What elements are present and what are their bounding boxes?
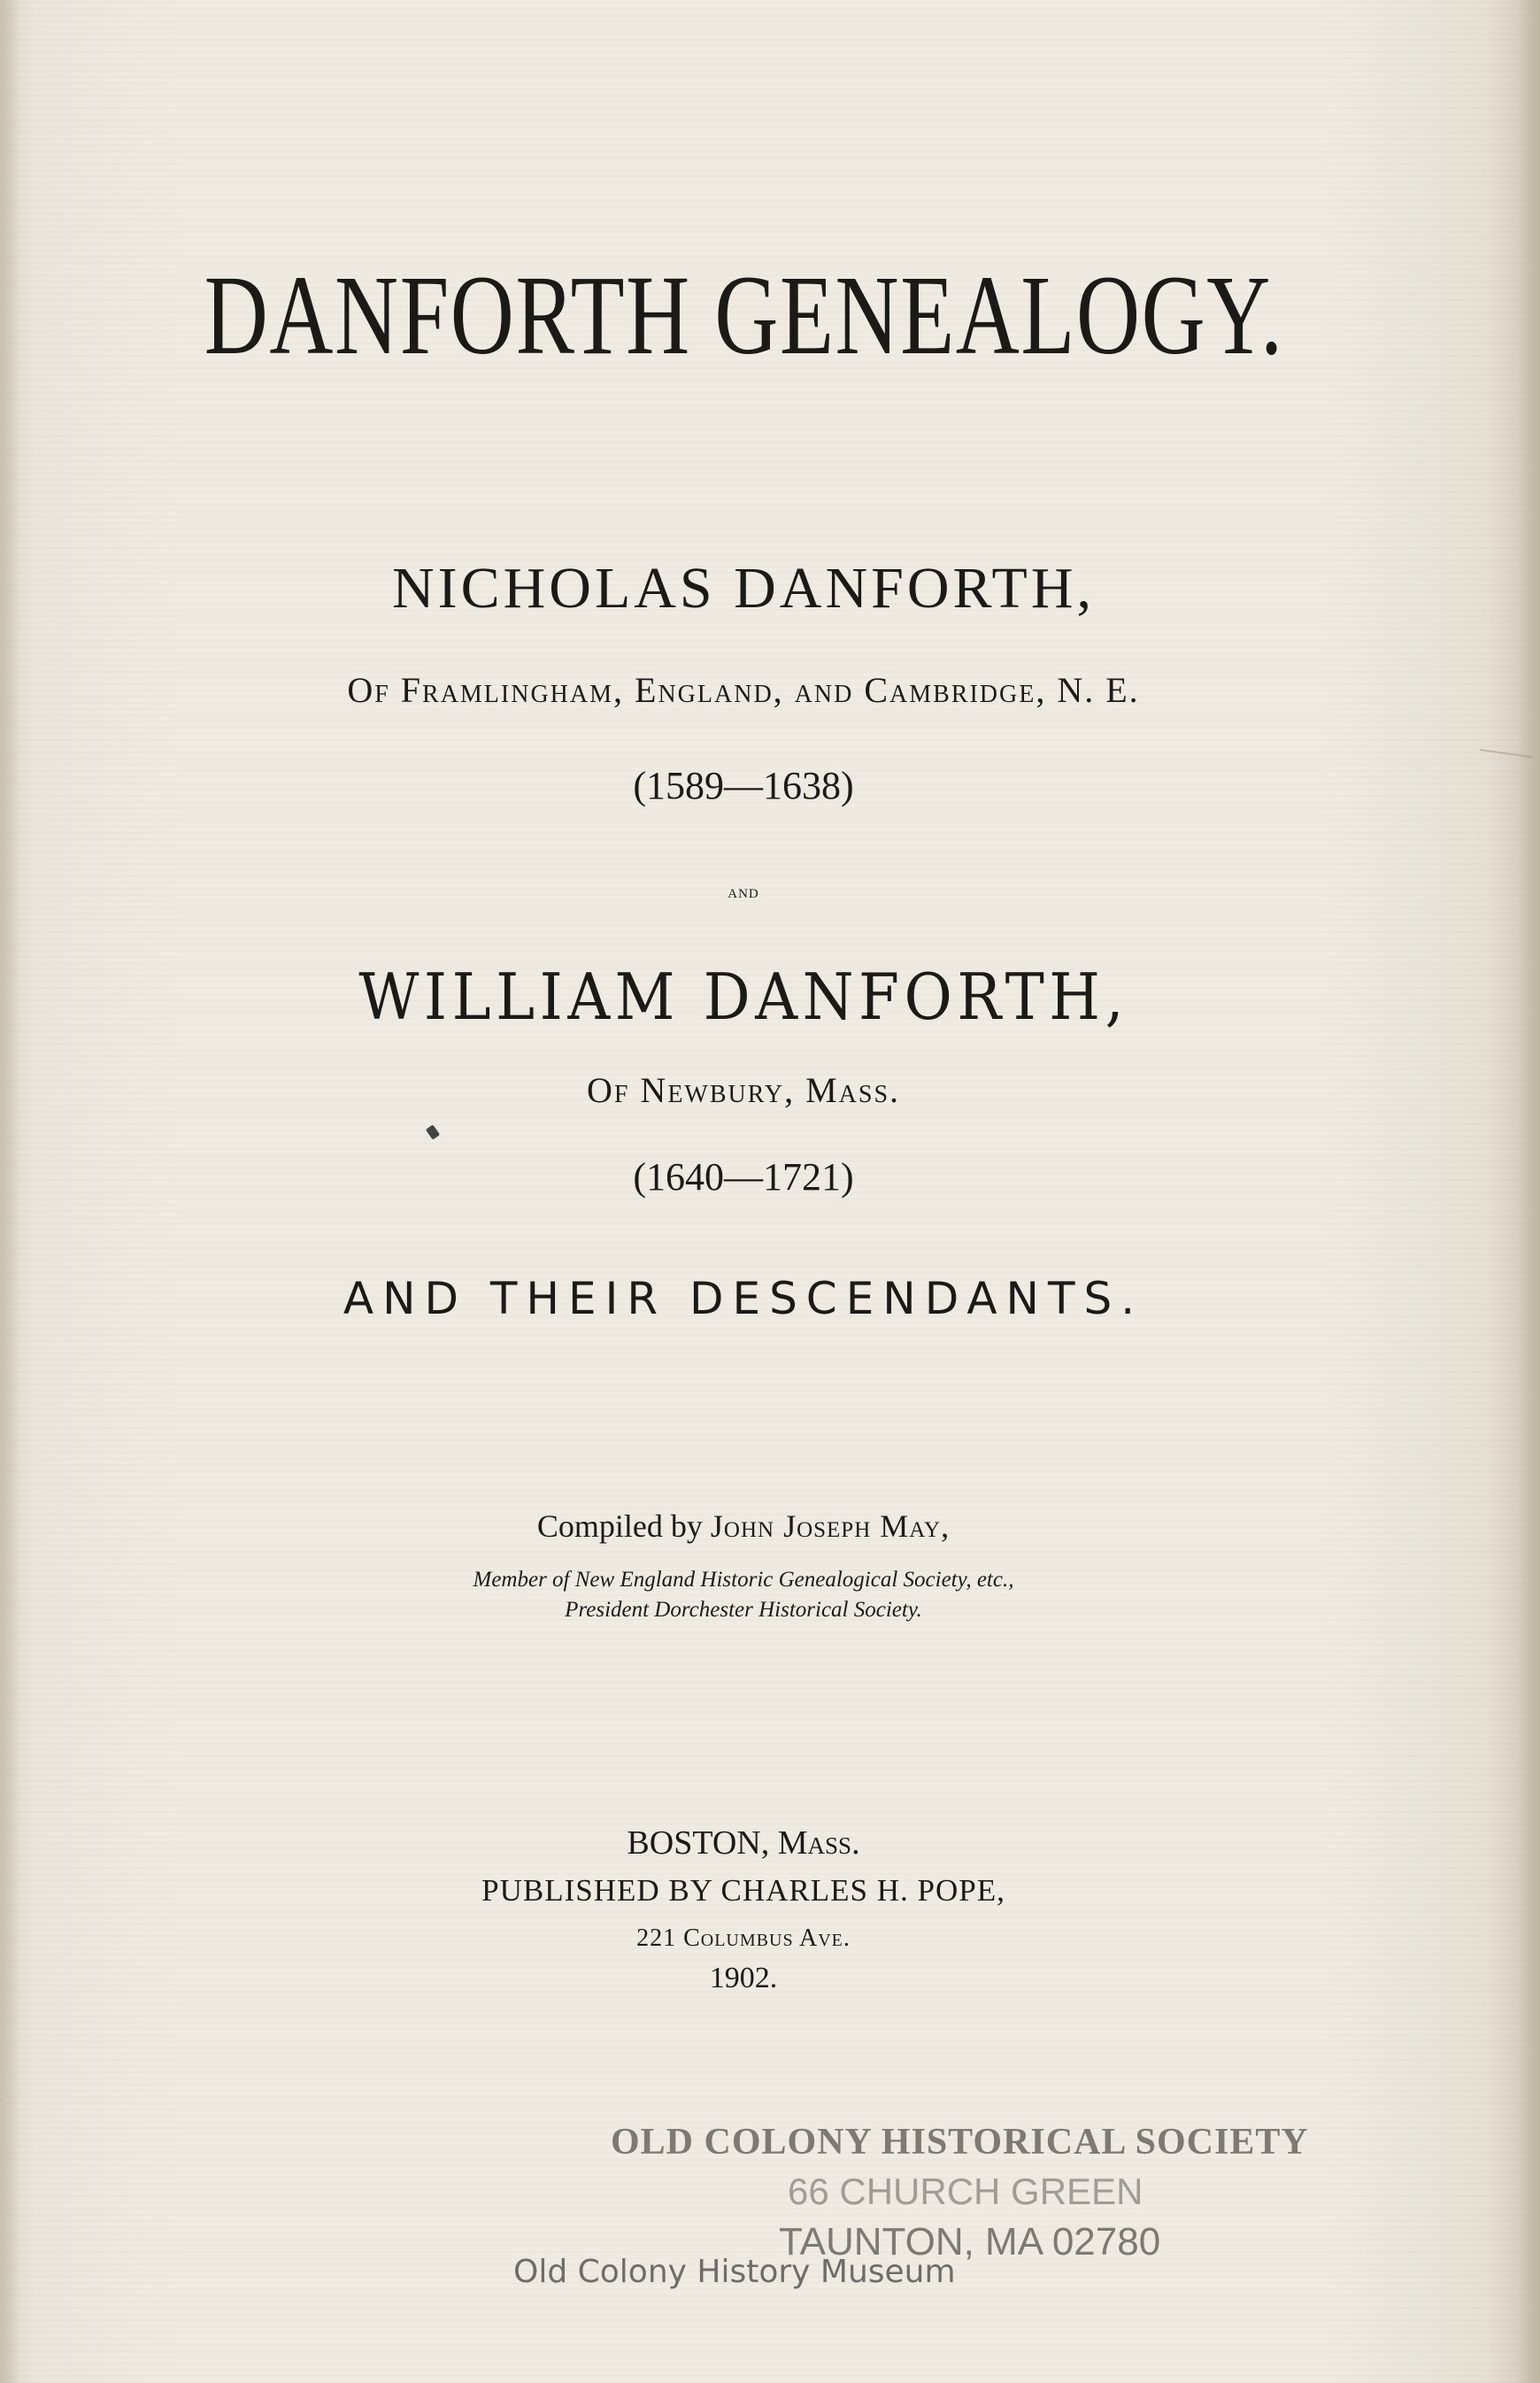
compiler-credential-1: Member of New England Historic Genealogical Society, etc.,: [473, 1568, 1014, 1592]
subject1-location: Of Framlingham, England, and Cambridge, N. E.: [347, 670, 1140, 710]
subject2-dates: (1640—1721): [633, 1155, 854, 1199]
subject2-location: Of Newbury, Mass.: [586, 1070, 901, 1110]
imprint-year: 1902.: [709, 1962, 778, 1994]
compiler-name: John Joseph May,: [710, 1508, 951, 1544]
imprint-city: BOSTON,: [627, 1824, 770, 1862]
subject2-name: WILLIAM DANFORTH,: [358, 960, 1129, 1034]
compiled-prefix: Compiled by: [536, 1508, 703, 1544]
imprint-city-line: [0, 1826, 1487, 1860]
ink-speck: [426, 1124, 440, 1139]
stamp-line-1: OLD COLONY HISTORICAL SOCIETY: [611, 2122, 1309, 2163]
page-right-edge: [1517, 0, 1540, 2383]
book-title: DANFORTH GENEALOGY.: [204, 252, 1284, 378]
subject1-name: NICHOLAS DANFORTH,: [391, 556, 1096, 621]
conjunction: and: [728, 880, 759, 902]
museum-watermark: Old Colony History Museum: [513, 2254, 956, 2290]
stamp-line-2: 66 CHURCH GREEN: [788, 2171, 1143, 2212]
imprint-state: Mass.: [777, 1824, 860, 1862]
compiler-credential-2: President Dorchester Historical Society.: [565, 1598, 922, 1622]
imprint-address: 221 Columbus Ave.: [636, 1924, 851, 1952]
imprint-publisher: PUBLISHED BY CHARLES H. POPE,: [481, 1873, 1005, 1908]
compiled-by-line: [0, 1510, 1487, 1542]
stamp-line-3: TAUNTON, MA 02780: [779, 2220, 1161, 2263]
subject1-dates: (1589—1638): [633, 764, 854, 807]
descendants-line: AND THEIR DESCENDANTS.: [343, 1273, 1144, 1324]
